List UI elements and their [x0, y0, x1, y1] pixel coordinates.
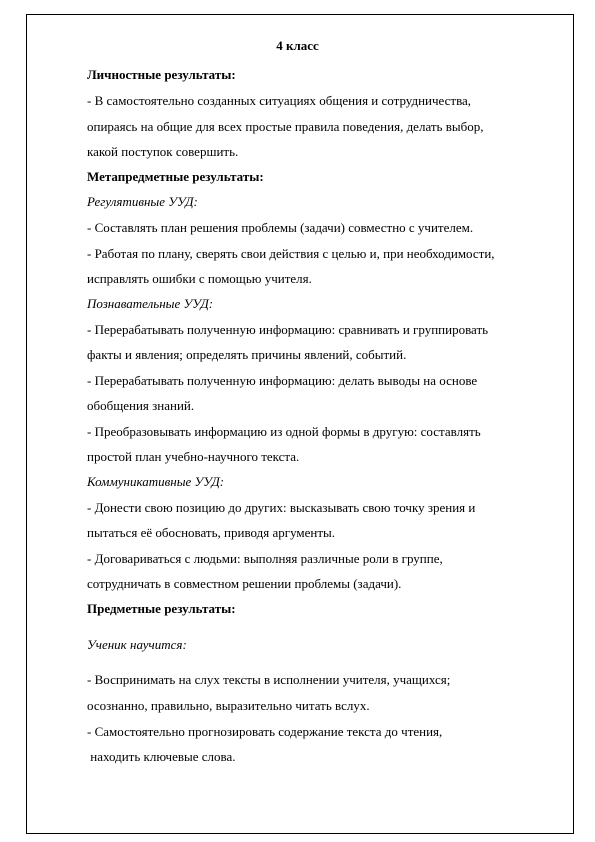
text-line: исправлять ошибки с помощью учителя.: [87, 271, 312, 286]
text-line: - Перерабатывать полученную информацию: сравнивать и группировать: [87, 322, 489, 337]
heading-subject-results: Предметные результаты:: [87, 601, 236, 616]
text-line: - Воспринимать на слух тексты в исполнении учителя, учащихся;: [87, 672, 451, 687]
text-line: - Преобразовывать информацию из одной формы в другую: составлять: [87, 424, 481, 439]
text-line: - Донести свою позицию до других: высказывать свою точку зрения и: [87, 500, 476, 515]
text-line: находить ключевые слова.: [87, 749, 236, 764]
text-line: сотрудничать в совместном решении проблемы (задачи).: [87, 576, 402, 591]
subheading-student-will-learn: Ученик научится:: [87, 637, 187, 652]
text-line: - В самостоятельно созданных ситуациях общения и сотрудничества,: [87, 93, 472, 108]
text-line: - Самостоятельно прогнозировать содержание текста до чтения,: [87, 724, 443, 739]
text-line: осознанно, правильно, выразительно читать вслух.: [87, 698, 370, 713]
text-line: - Договариваться с людьми: выполняя различные роли в группе,: [87, 551, 443, 566]
heading-personal-results: Личностные результаты:: [87, 67, 236, 82]
text-line: пытаться её обосновать, приводя аргументы.: [87, 525, 336, 540]
subheading-cognitive: Познавательные УУД:: [87, 296, 214, 311]
text-line: - Составлять план решения проблемы (задачи) совместно с учителем.: [87, 220, 474, 235]
text-line: - Перерабатывать полученную информацию: делать выводы на основе: [87, 373, 478, 388]
heading-metasubject-results: Метапредметные результаты:: [87, 169, 264, 184]
text-line: какой поступок совершить.: [87, 144, 239, 159]
text-line: простой план учебно-научного текста.: [87, 449, 300, 464]
subheading-communicative: Коммуникативные УУД:: [87, 474, 225, 489]
text-line: обобщения знаний.: [87, 398, 195, 413]
grade-title: 4 класс: [276, 38, 319, 53]
subheading-regulatory: Регулятивные УУД:: [87, 194, 198, 209]
text-line: опираясь на общие для всех простые правила поведения, делать выбор,: [87, 119, 484, 134]
text-line: факты и явления; определять причины явлений, событий.: [87, 347, 407, 362]
text-line: - Работая по плану, сверять свои действия с целью и, при необходимости,: [87, 246, 495, 261]
